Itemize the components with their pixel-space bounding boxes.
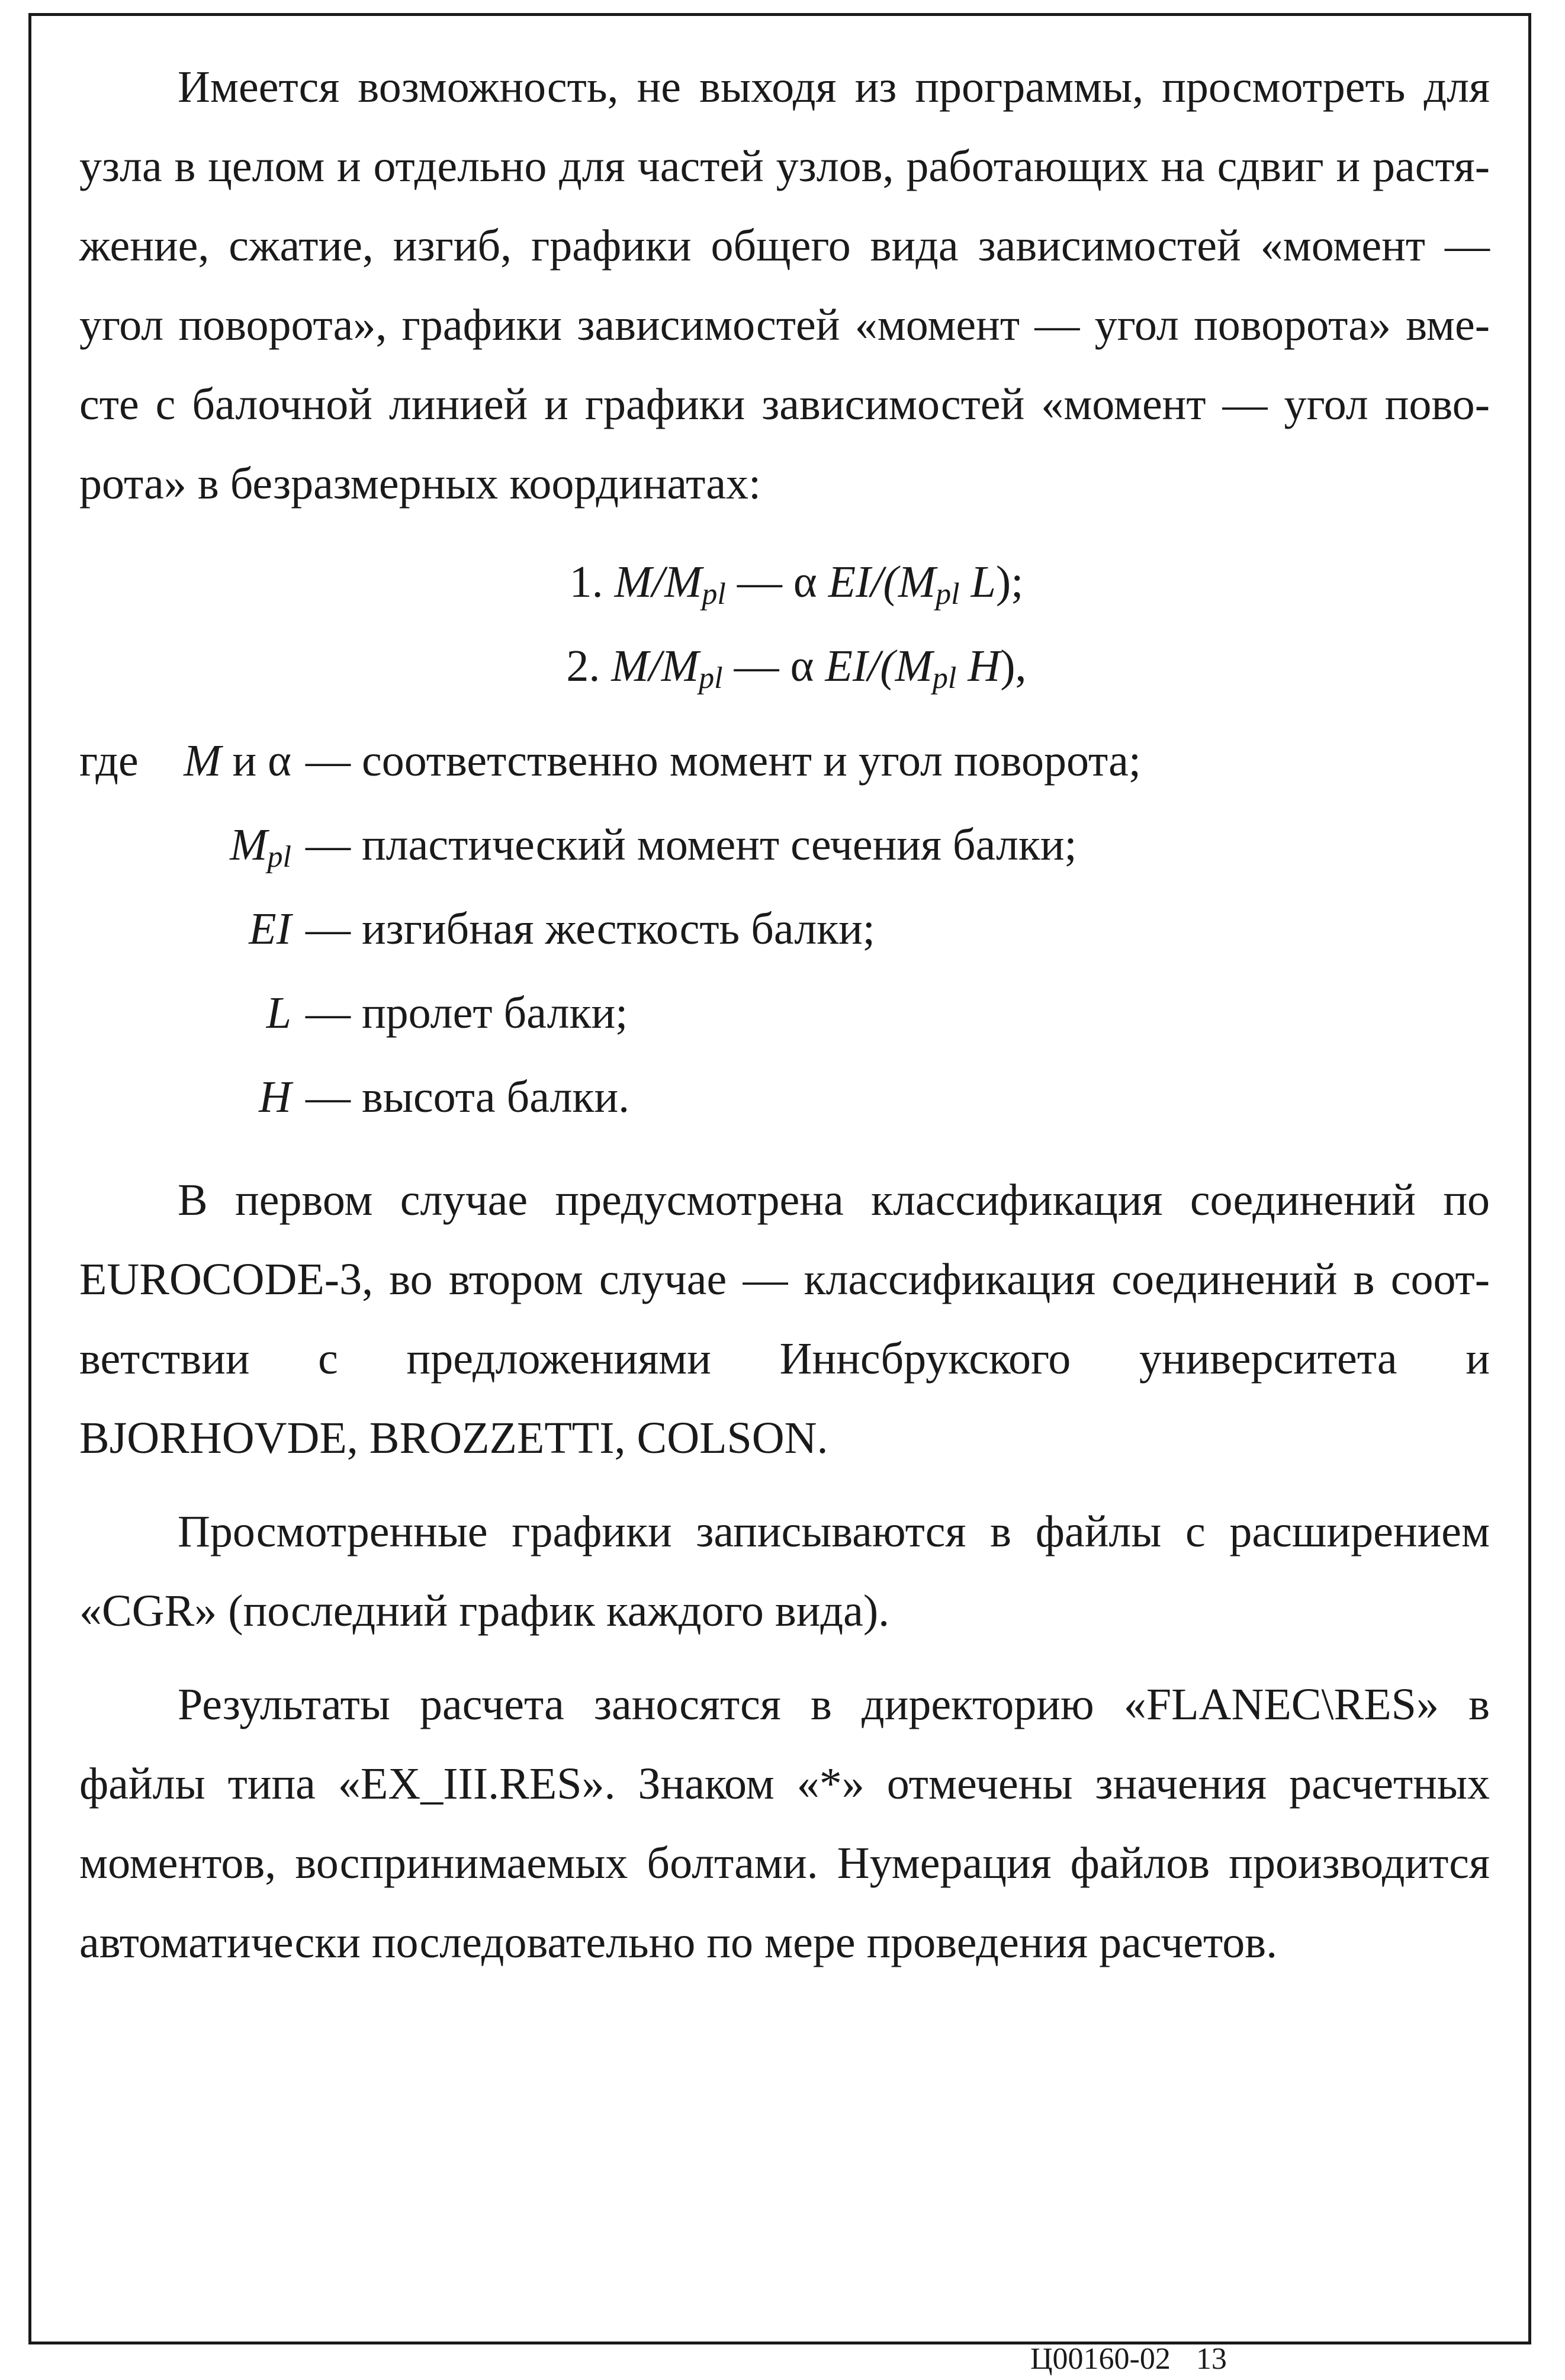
definition-row [79, 719, 1490, 803]
formula-end: ); [995, 557, 1024, 607]
definition-symbol [169, 719, 306, 803]
paragraph-classification: В первом случае предусмотрена классификация соединений по EUROCODE-3, во втором случае — классификация соединений в соответствии с предложениями Иннсбрукского университета и BJORHOVDE, BROZZETTI, COLSON. [79, 1175, 1490, 1463]
definition-row [79, 971, 1490, 1055]
definition-symbol [169, 803, 306, 887]
page-footer [1030, 2339, 1227, 2380]
formula-2 [79, 624, 1490, 708]
definition-text: — изгибная жесткость балки; [306, 904, 875, 954]
paragraph-intro: Имеется возможность, не выходя из программы, просмотреть для узла в целом и отдельно для частей узлов, работающих на сдвиг и растяжение, сжатие, изгиб, графики общего вида зависимостей «момент — угол поворота», графики зависимостей «момент — угол поворота» вместе с балочной линией и графики зависимостей «момент — угол поворота» в безразмерных координатах: [79, 62, 1490, 509]
definition-symbol [169, 971, 306, 1055]
formula-operator: — α [722, 641, 825, 691]
page-body [79, 47, 1490, 1982]
definition-row [79, 887, 1490, 971]
formula-variable: L [959, 557, 996, 607]
symbol-main: H [259, 1072, 291, 1122]
definition-text: — пролет балки; [306, 988, 628, 1038]
formula-subscript: pl [699, 661, 723, 695]
formula-variable: H [956, 641, 1001, 691]
symbol-main: M [184, 736, 221, 786]
formula-subscript: pl [932, 661, 957, 695]
formula-list [79, 540, 1490, 708]
formula-ratio: M/M [614, 557, 702, 607]
symbol-main: L [266, 988, 291, 1038]
definition-text: — высота балки. [306, 1072, 630, 1122]
formula-1 [79, 540, 1490, 624]
formula-number: 2. [566, 641, 600, 691]
definition-text: — соответственно момент и угол поворота; [306, 736, 1141, 786]
definition-row [79, 1055, 1490, 1139]
formula-operator: — α [725, 557, 828, 607]
definition-text: — пластический момент сечения балки; [306, 820, 1077, 870]
symbol-alpha: α [268, 736, 291, 786]
symbol-main: M [230, 820, 268, 870]
definition-row [79, 803, 1490, 887]
formula-end: ), [1000, 641, 1027, 691]
symbol-conjunction: и [221, 736, 268, 786]
formula-stiffness: EI/(M [825, 641, 933, 691]
symbol-subscript: pl [267, 840, 291, 874]
definition-lead: где [79, 736, 139, 786]
document-code: Ц00160-02 [1030, 2342, 1171, 2376]
definition-symbol [169, 887, 306, 971]
paragraph-results: Результаты расчета заносятся в директорию «FLANEC\RES» в файлы типа «EX_III.RES». Знаком «*» отмечены значения расчетных моментов, воспринимаемых болтами. Нумерация файлов производится автоматически последовательно по мере проведения расчетов. [79, 1680, 1490, 1967]
formula-subscript: pl [702, 577, 726, 611]
formula-ratio: M/M [611, 641, 699, 691]
page-number: 13 [1196, 2342, 1227, 2376]
symbol-main: EI [249, 904, 291, 954]
definition-symbol [169, 1055, 306, 1139]
formula-subscript: pl [936, 577, 960, 611]
paragraph-files: Просмотренные графики записываются в файлы с расширением «CGR» (последний график каждого вида). [79, 1507, 1490, 1636]
formula-number: 1. [569, 557, 603, 607]
formula-stiffness: EI/(M [828, 557, 936, 607]
definitions-list [79, 719, 1490, 1139]
